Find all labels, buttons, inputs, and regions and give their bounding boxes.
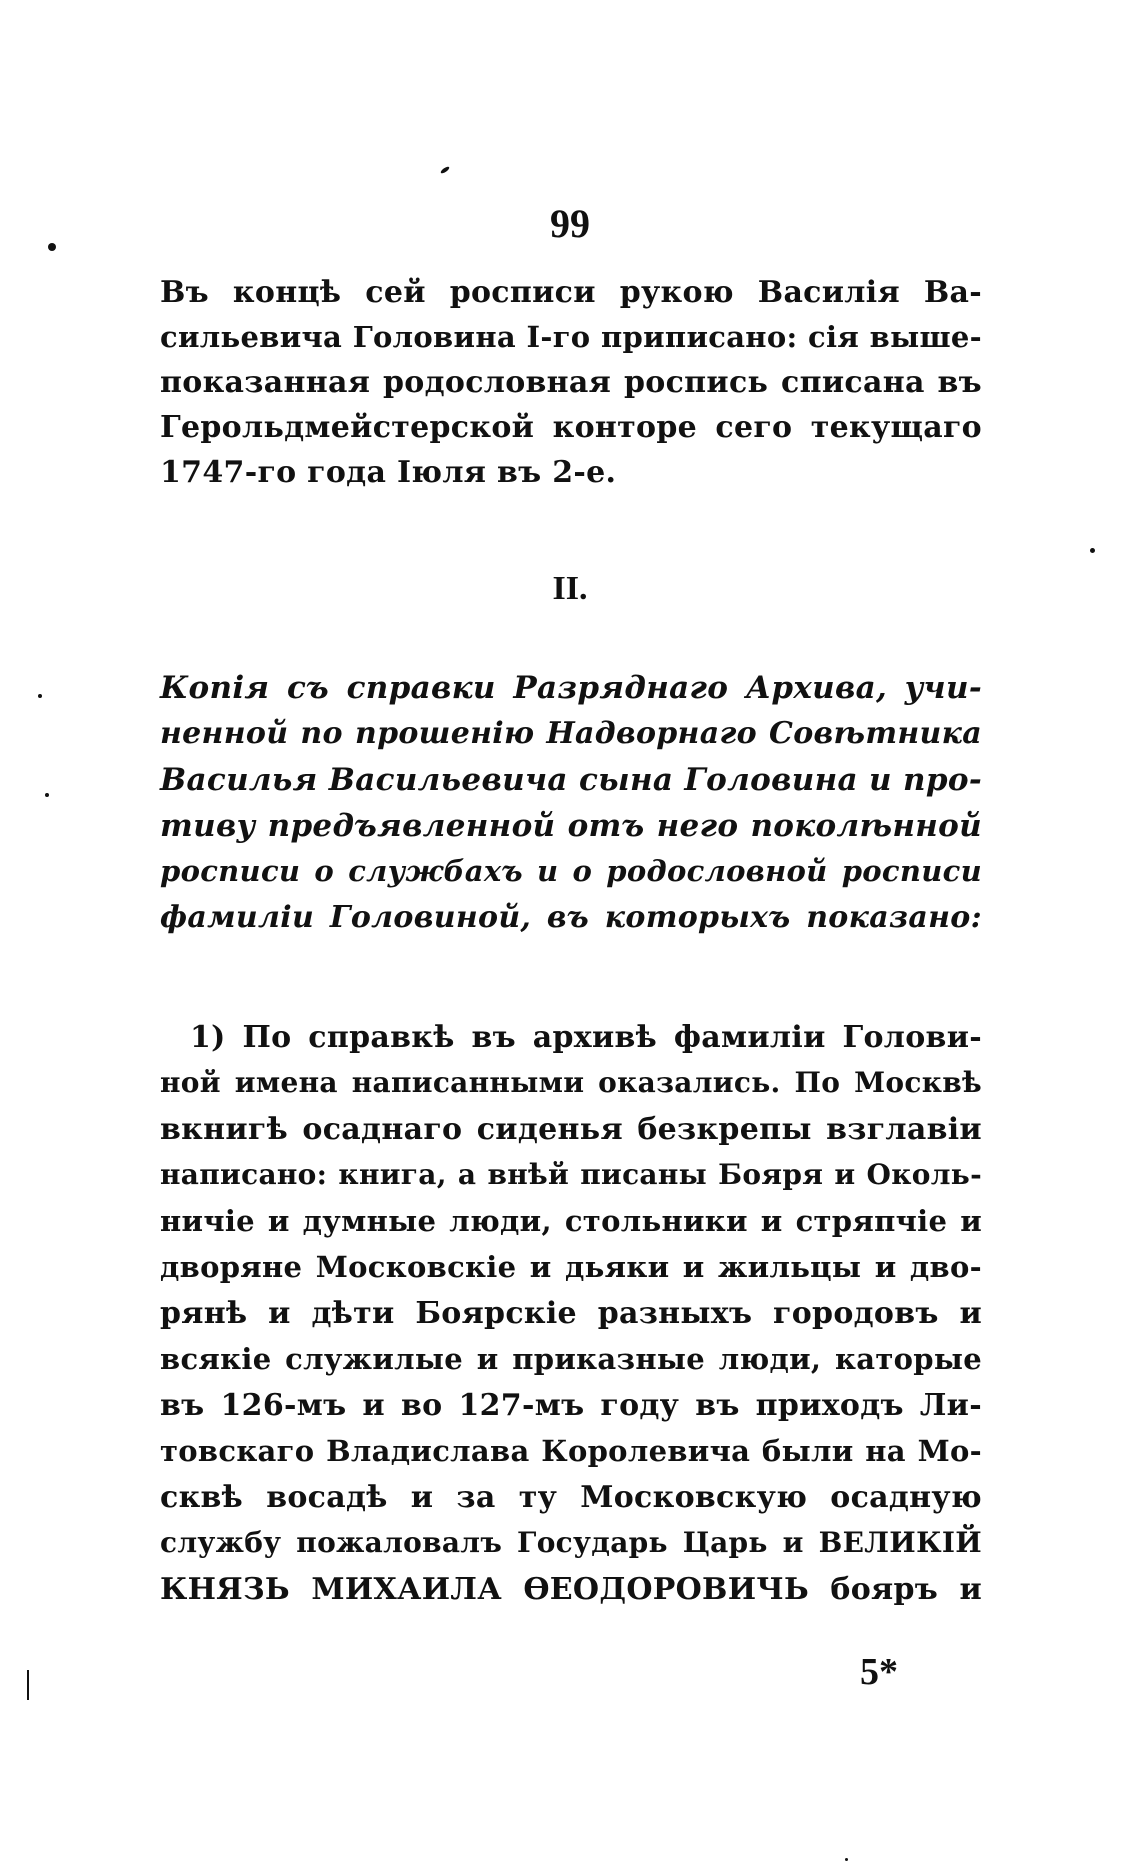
signature-mark: 5* bbox=[860, 1651, 898, 1693]
paragraph2-line-3: вкнигѣ осаднаго сиденья безкрепы взглавіи bbox=[160, 1112, 982, 1147]
paragraph2-line-6: дворяне Московскіе и дьяки и жильцы и дво- bbox=[160, 1250, 982, 1284]
heading-line-3: Василья Васильевича сына Головина и про- bbox=[160, 762, 982, 798]
section-number: II. bbox=[552, 570, 588, 607]
page-number: 99 bbox=[550, 201, 590, 246]
heading-line-4: тиву предъявленной отъ него поколѣнной bbox=[160, 808, 982, 844]
paragraph1-line-4: Герольдмейстерской конторе сего текущаго bbox=[160, 410, 982, 445]
paragraph2-line-4: написано: книга, а внѣй писаны Бояря и Околь- bbox=[160, 1158, 982, 1191]
paragraph2-line-1: 1) По справкѣ въ архивѣ фамиліи Голови- bbox=[190, 1020, 982, 1055]
scan-speck bbox=[440, 165, 450, 174]
paragraph2-line-11: сквѣ восадѣ и за ту Московскую осадную bbox=[160, 1480, 982, 1515]
paragraph2-line-13: КНЯЗЬ МИХАИЛА ѲЕОДОРОВИЧЬ бояръ и bbox=[160, 1572, 982, 1607]
paragraph1-line-1: Въ концѣ сей росписи рукою Василія Ва- bbox=[160, 275, 982, 310]
paragraph2-line-12: службу пожаловалъ Государь Царь и ВЕЛИКІЙ bbox=[160, 1526, 982, 1559]
paragraph2-line-7: рянѣ и дѣти Боярскіе разныхъ городовъ и bbox=[160, 1296, 982, 1331]
scan-speck bbox=[845, 1858, 848, 1861]
scan-speck bbox=[1090, 548, 1095, 553]
scan-speck bbox=[45, 793, 49, 797]
heading-line-5: росписи о службахъ и о родословной росписи bbox=[160, 854, 982, 888]
paragraph2-line-8: всякіе служилые и приказные люди, каторые bbox=[160, 1342, 982, 1376]
paragraph2-line-10: товскаго Владислава Королевича были на Мо- bbox=[160, 1434, 982, 1468]
heading-line-2: ненной по прошенію Надворнаго Совѣтника bbox=[160, 716, 982, 751]
paragraph2-line-5: ничіе и думные люди, стольники и стряпчіе и bbox=[160, 1204, 982, 1238]
scan-speck bbox=[38, 694, 42, 698]
paragraph2-line-2: ной имена написанными оказались. По Москвѣ bbox=[160, 1066, 982, 1099]
heading-line-6: фамиліи Головиной, въ которыхъ показано: bbox=[160, 900, 982, 935]
paragraph1-line-3: показанная родословная роспись списана въ bbox=[160, 365, 982, 400]
scan-speck bbox=[48, 243, 56, 251]
paragraph2-line-9: въ 126-мъ и во 127-мъ году въ приходъ Ли- bbox=[160, 1388, 982, 1423]
heading-line-1: Копія съ справки Разряднаго Архива, учи- bbox=[160, 670, 982, 706]
paragraph1-line-2: сильевича Головина І-го приписано: сія выше- bbox=[160, 320, 982, 354]
paragraph1-line-5: 1747-го года Іюля въ 2-е. bbox=[160, 455, 617, 490]
scan-speck bbox=[27, 1670, 29, 1700]
